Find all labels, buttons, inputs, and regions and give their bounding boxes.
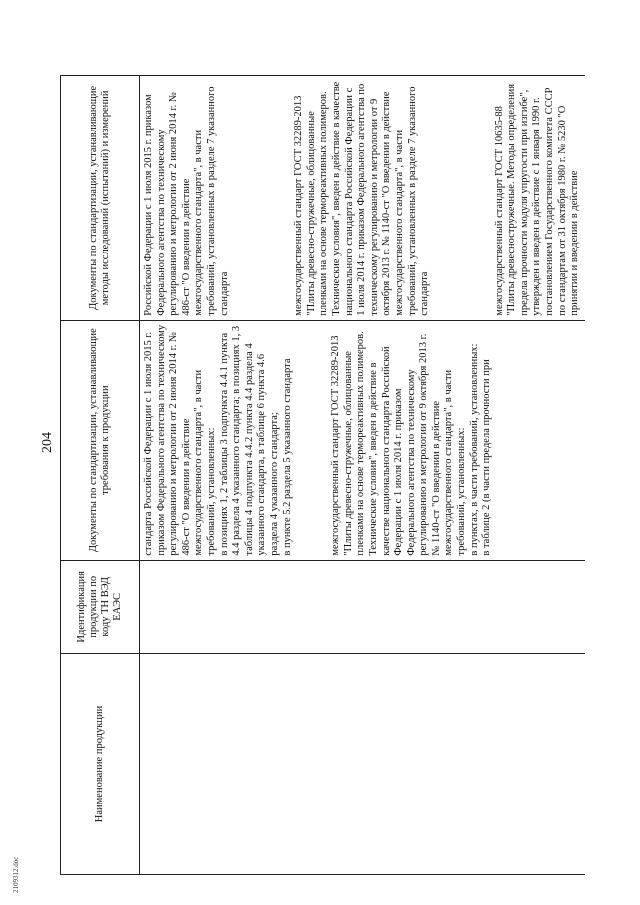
header-requirements-docs: Документы по стандартизации, устанавливающие требования к продукции xyxy=(61,320,140,560)
page-number: 204 xyxy=(40,432,55,453)
requirements-paragraph: стандарта Российской Федерации с 1 июля 2015 г. приказом Федерального агентства по техническому регулированию и метрологии от 2 июня 2014 г. № 486-ст "О введении в действие межгосударственного стандарта", в части требований, установленных: xyxy=(143,324,217,556)
document-footer: 2109312.doc xyxy=(12,856,20,893)
cell-product-code xyxy=(140,560,585,653)
methods-paragraph: межгосударственный стандарт ГОСТ 32289-2013 "Плиты древесно-стружечные, облицованные пленками на основе термореактивных полимеров. Технические условия", введен в действие в качестве национального стандарта Российской Федерации с 1 июля 2014 г. приказом Федерального агентства по техническому регулированию и метрологии от 9 октября 2013 г. № 1140-ст "О введении в действие межгосударственного стандарта", в части требований, установленных в разделе 7 указанного стандарта xyxy=(293,81,431,316)
header-product-name: Наименование продукции xyxy=(61,653,140,874)
table-header-row xyxy=(61,76,140,875)
requirements-paragraph: в позициях 1, 2 таблицы 3 подпункта 4.4.1 пункта 4.4 раздела 4 указанного стандарта; в позициях 1, 3 таблицы 4 подпункта 4.4.2 пункта 4.4 раздела 4 указанного стандарта, в таблице 6 пункта 4.6 раздела 4 указанного стандарта; xyxy=(218,325,280,556)
header-product-code: Идентификация продукции по коду ТН ВЭД ЕАЭС xyxy=(61,560,140,653)
methods-paragraph: межгосударственный стандарт ГОСТ 10635-88 "Плиты древесностружечные. Методы определения предела прочности модуля упругости при изгибе", утвержден и введен в действие с 1 января 1990 г. постановлением Государственного комитета СССР по стандартам от 31 октября 1980 г. № 5230 "О принятии и введении в действие xyxy=(493,83,581,316)
standards-table xyxy=(60,75,585,875)
cell-methods xyxy=(140,76,585,321)
header-methods-docs: Документы по стандартизации, устанавливающие методы исследований (испытаний) и измерений xyxy=(61,76,140,321)
regulation-table-sheet xyxy=(60,75,620,875)
requirements-paragraph: в таблице 2 (в части предела прочности при xyxy=(481,359,493,556)
requirements-paragraph: в пунктах, в части требований, установленных: xyxy=(468,343,480,556)
table-row xyxy=(140,76,585,875)
requirements-paragraph: межгосударственный стандарт ГОСТ 32289-2013 "Плиты древесно-стружечные, облицованные пленками на основе термореактивных полимеров. Технические условия", введен в действие в качестве национального стандарта Российской Федерации с 1 июля 2014 г. приказом Федерального агентства по техническому регулированию и метрологии от 9 октября 2013 г. № 1140-ст "О введении в действие межгосударственного стандарта", в части требований, установленных: xyxy=(330,331,468,556)
cell-product-name xyxy=(140,653,585,874)
methods-paragraph: Российской Федерации с 1 июля 2015 г. приказом Федерального агентства по техническому регулированию и метрологии от 2 июня 2014 г. № 486-ст "О введении в действие межгосударственного стандарта", в части требований, установленных в разделе 7 указанного стандарта xyxy=(143,86,230,316)
cell-requirements xyxy=(140,320,585,560)
requirements-paragraph: в пункте 5.2 раздела 5 указанного стандарта xyxy=(281,358,293,556)
